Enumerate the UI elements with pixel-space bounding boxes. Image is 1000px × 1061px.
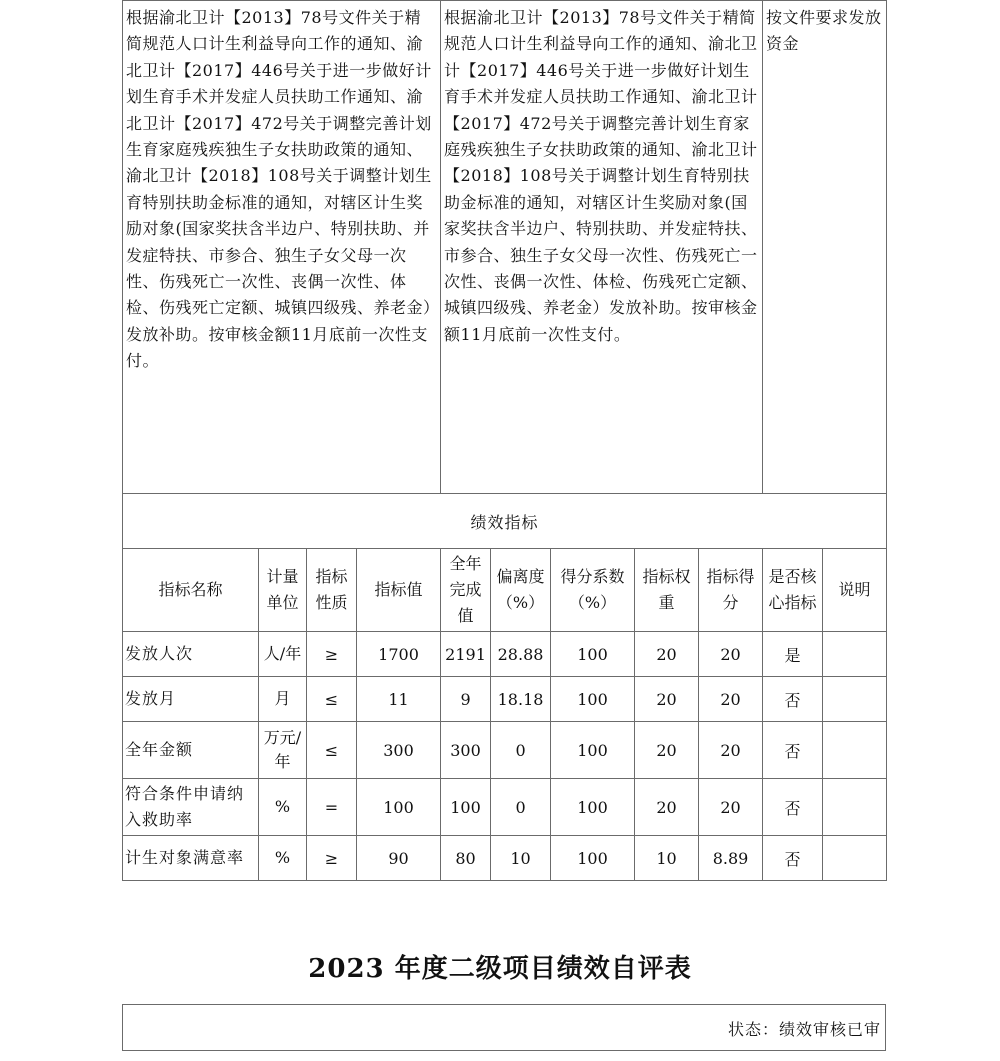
indicator-target: 1700 [357, 632, 441, 677]
indicator-weight: 20 [635, 632, 699, 677]
description-target-cell: 根据渝北卫计【2013】78号文件关于精简规范人口计生利益导向工作的通知、渝北卫计【2017】446号关于进一步做好计划生育手术并发症人员扶助工作通知、渝北卫计【2017】472号关于调整完善计划生育家庭残疾独生子女扶助政策的通知、渝北卫计【2018】108号关于调整计划生育特别扶助金标准的通知，对辖区计生奖励对象(国家奖扶含半边户、特别扶助、并发症特扶、市参合、独生子女父母一次性、伤残死亡一次性、丧偶一次性、体检、伤残死亡定额、城镇四级残、养老金）发放补助。按审核金额11月底前一次性支付。 [123, 1, 441, 494]
indicator-unit: % [259, 836, 307, 881]
indicator-deviation: 0 [491, 722, 551, 779]
header-indicator-name: 指标名称 [123, 549, 259, 632]
evaluation-table-frame [122, 0, 886, 881]
indicator-score: 8.89 [699, 836, 763, 881]
indicator-unit: 月 [259, 677, 307, 722]
section-title: 绩效指标 [123, 494, 887, 549]
description-actual-cell: 根据渝北卫计【2013】78号文件关于精简规范人口计生利益导向工作的通知、渝北卫计【2017】446号关于进一步做好计划生育手术并发症人员扶助工作通知、渝北卫计【2017】472号关于调整完善计划生育家庭残疾独生子女扶助政策的通知、渝北卫计【2018】108号关于调整计划生育特别扶助金标准的通知，对辖区计生奖励对象(国家奖扶含半边户、特别扶助、并发症特扶、市参合、独生子女父母一次性、伤残死亡一次性、丧偶一次性、体检、伤残死亡定额、城镇四级残、养老金）发放补助。按审核金额11月底前一次性支付。 [441, 1, 763, 494]
indicator-weight: 20 [635, 677, 699, 722]
header-weight: 指标权 重 [635, 549, 699, 632]
indicator-target: 100 [357, 779, 441, 836]
indicator-deviation: 18.18 [491, 677, 551, 722]
indicator-deviation: 10 [491, 836, 551, 881]
header-core: 是否核 心指标 [763, 549, 823, 632]
indicator-nature: ≥ [307, 632, 357, 677]
indicator-name: 计生对象满意率 [123, 836, 259, 881]
indicator-note [823, 779, 887, 836]
indicator-core: 是 [763, 632, 823, 677]
indicator-note [823, 836, 887, 881]
evaluation-table [122, 0, 887, 881]
indicator-core: 否 [763, 677, 823, 722]
indicator-actual: 9 [441, 677, 491, 722]
table-row [123, 836, 887, 881]
header-deviation: 偏离度 （%） [491, 549, 551, 632]
indicator-actual: 80 [441, 836, 491, 881]
indicator-name: 发放人次 [123, 632, 259, 677]
indicator-score: 20 [699, 779, 763, 836]
indicator-note [823, 677, 887, 722]
indicator-coefficient: 100 [551, 632, 635, 677]
indicator-note [823, 722, 887, 779]
indicator-nature: ≥ [307, 836, 357, 881]
description-note-cell: 按文件要求发放资金 [763, 1, 887, 494]
indicator-coefficient: 100 [551, 677, 635, 722]
indicator-unit: % [259, 779, 307, 836]
table-row [123, 722, 887, 779]
indicator-weight: 10 [635, 836, 699, 881]
indicator-unit: 万元/ 年 [259, 722, 307, 779]
status-bar [122, 1004, 886, 1051]
indicator-actual: 300 [441, 722, 491, 779]
indicator-target: 90 [357, 836, 441, 881]
header-score: 指标得 分 [699, 549, 763, 632]
indicator-name: 符合条件申请纳 入救助率 [123, 779, 259, 836]
indicator-core: 否 [763, 836, 823, 881]
header-unit: 计量 单位 [259, 549, 307, 632]
indicator-name: 全年金额 [123, 722, 259, 779]
indicator-nature: ≤ [307, 722, 357, 779]
header-row [123, 549, 887, 632]
header-target: 指标值 [357, 549, 441, 632]
indicator-actual: 2191 [441, 632, 491, 677]
header-coefficient: 得分系数 （%） [551, 549, 635, 632]
table-row [123, 677, 887, 722]
indicator-actual: 100 [441, 779, 491, 836]
indicator-nature: = [307, 779, 357, 836]
section-row [123, 494, 887, 549]
indicator-deviation: 0 [491, 779, 551, 836]
indicator-unit: 人/年 [259, 632, 307, 677]
indicator-score: 20 [699, 677, 763, 722]
header-note: 说明 [823, 549, 887, 632]
indicator-name: 发放月 [123, 677, 259, 722]
indicator-coefficient: 100 [551, 836, 635, 881]
page-title: 2023 年度二级项目绩效自评表 [308, 954, 692, 984]
header-nature: 指标 性质 [307, 549, 357, 632]
table-row [123, 779, 887, 836]
indicator-coefficient: 100 [551, 722, 635, 779]
status-text: 状态：绩效审核已审 [727, 1020, 881, 1039]
indicator-target: 11 [357, 677, 441, 722]
indicator-weight: 20 [635, 722, 699, 779]
indicator-nature: ≤ [307, 677, 357, 722]
indicator-core: 否 [763, 779, 823, 836]
indicator-score: 20 [699, 722, 763, 779]
header-actual: 全年 完成 值 [441, 549, 491, 632]
table-row [123, 632, 887, 677]
indicator-coefficient: 100 [551, 779, 635, 836]
indicator-core: 否 [763, 722, 823, 779]
indicator-note [823, 632, 887, 677]
indicator-target: 300 [357, 722, 441, 779]
description-row [123, 1, 887, 494]
indicator-weight: 20 [635, 779, 699, 836]
indicator-deviation: 28.88 [491, 632, 551, 677]
indicator-score: 20 [699, 632, 763, 677]
